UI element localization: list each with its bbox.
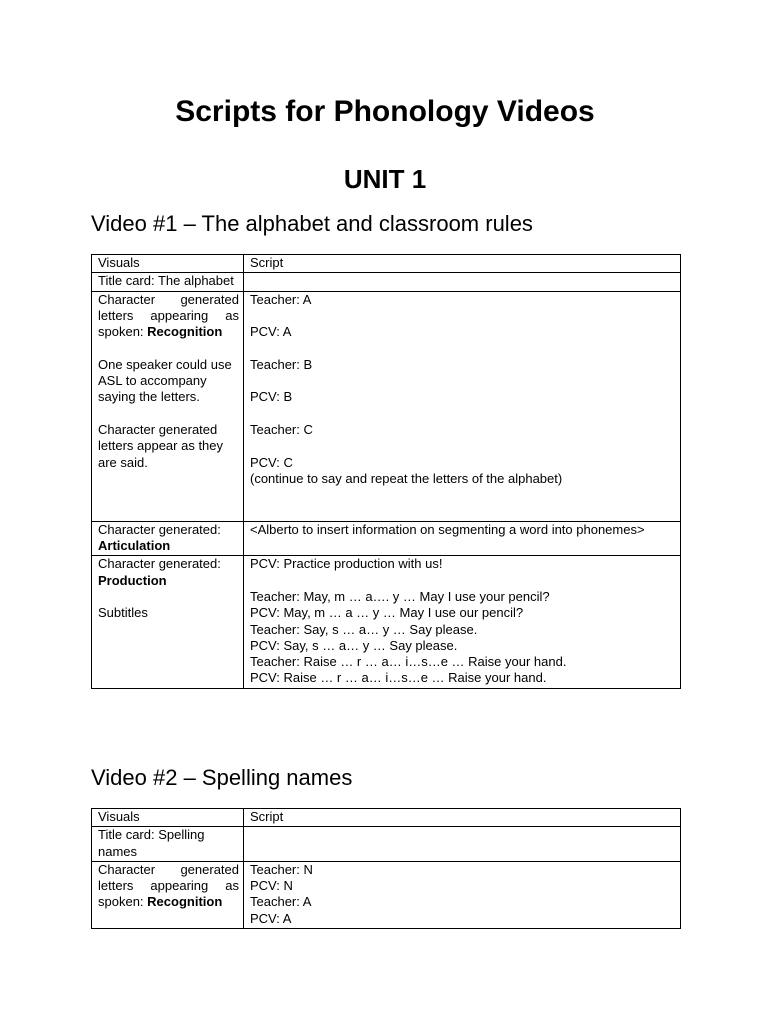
visuals-paragraph: Subtitles <box>98 605 148 621</box>
visuals-cell: Character generated: Articulation <box>92 521 244 556</box>
articulation-label: Articulation <box>98 538 171 554</box>
script-line: Teacher: C <box>250 421 313 437</box>
table-row <box>92 861 681 928</box>
script-line: Teacher: Say, s … a… y … Say please. <box>250 621 478 637</box>
table-row <box>92 827 681 862</box>
visuals-line: letters appearing as <box>98 878 239 894</box>
visuals-line: letters appearing as <box>98 307 239 323</box>
video-2-script-table <box>91 808 681 929</box>
script-line: PCV: A <box>250 324 292 340</box>
visuals-cell <box>92 861 244 928</box>
script-line: Teacher: Raise … r … a… i…s…e … Raise your hand. <box>250 654 567 670</box>
script-cell <box>244 556 681 688</box>
script-line: Teacher: B <box>250 356 313 372</box>
video-2-heading: Video #2 – Spelling names <box>91 765 353 790</box>
script-line: Teacher: A <box>250 894 312 910</box>
script-line: PCV: Say, s … a… y … Say please. <box>250 637 458 653</box>
table-header-row <box>92 809 681 827</box>
table-row <box>92 273 681 291</box>
script-line: Teacher: May, m … a…. y … May I use your pencil? <box>250 588 550 604</box>
script-line: Teacher: N <box>250 861 313 877</box>
visuals-line: spoken: Recognition <box>98 894 223 910</box>
script-line: PCV: A <box>250 910 292 926</box>
script-cell: <Alberto to insert information on segmenting a word into phonemes> <box>244 521 681 556</box>
script-line: PCV: B <box>250 389 293 405</box>
script-cell <box>244 861 681 928</box>
script-line: PCV: Raise … r … a… i…s…e … Raise your hand. <box>250 670 547 686</box>
document-title: Scripts for Phonology Videos <box>175 95 595 128</box>
visuals-paragraph: One speaker could use ASL to accompany saying the letters. <box>98 356 232 405</box>
script-column-header: Script <box>244 809 681 827</box>
script-line: PCV: May, m … a … y … May I use our pencil? <box>250 605 524 621</box>
table-row <box>92 291 681 521</box>
script-cell <box>244 273 681 291</box>
visuals-column-header: Visuals <box>92 255 244 273</box>
visuals-line: spoken: Recognition <box>98 324 223 340</box>
recognition-label: Recognition <box>147 324 223 340</box>
visuals-cell: Character generated: Production Subtitles <box>92 556 244 688</box>
unit-title: UNIT 1 <box>343 164 427 194</box>
recognition-label: Recognition <box>147 894 223 910</box>
script-cell <box>244 291 681 521</box>
script-cell <box>244 827 681 862</box>
production-label: Production <box>98 572 167 588</box>
visuals-cell: Title card: The alphabet <box>92 273 244 291</box>
visuals-column-header: Visuals <box>92 809 244 827</box>
script-line: PCV: N <box>250 878 293 894</box>
script-line: PCV: C <box>250 454 293 470</box>
visuals-line: Character generated <box>98 861 239 877</box>
script-column-header: Script <box>244 255 681 273</box>
table-header-row <box>92 255 681 273</box>
visuals-paragraph: Character generated letters appear as they are said. <box>98 421 224 470</box>
table-row <box>92 556 681 688</box>
table-row <box>92 521 681 556</box>
video-1-script-table <box>91 254 681 689</box>
visuals-cell <box>92 291 244 521</box>
script-line: (continue to say and repeat the letters of the alphabet) <box>250 470 563 486</box>
visuals-cell: Title card: Spelling names <box>92 827 244 862</box>
visuals-line: Character generated <box>98 291 239 307</box>
video-1-heading: Video #1 – The alphabet and classroom rules <box>91 211 533 236</box>
script-line: PCV: Practice production with us! <box>250 556 443 572</box>
script-line: Teacher: A <box>250 291 312 307</box>
